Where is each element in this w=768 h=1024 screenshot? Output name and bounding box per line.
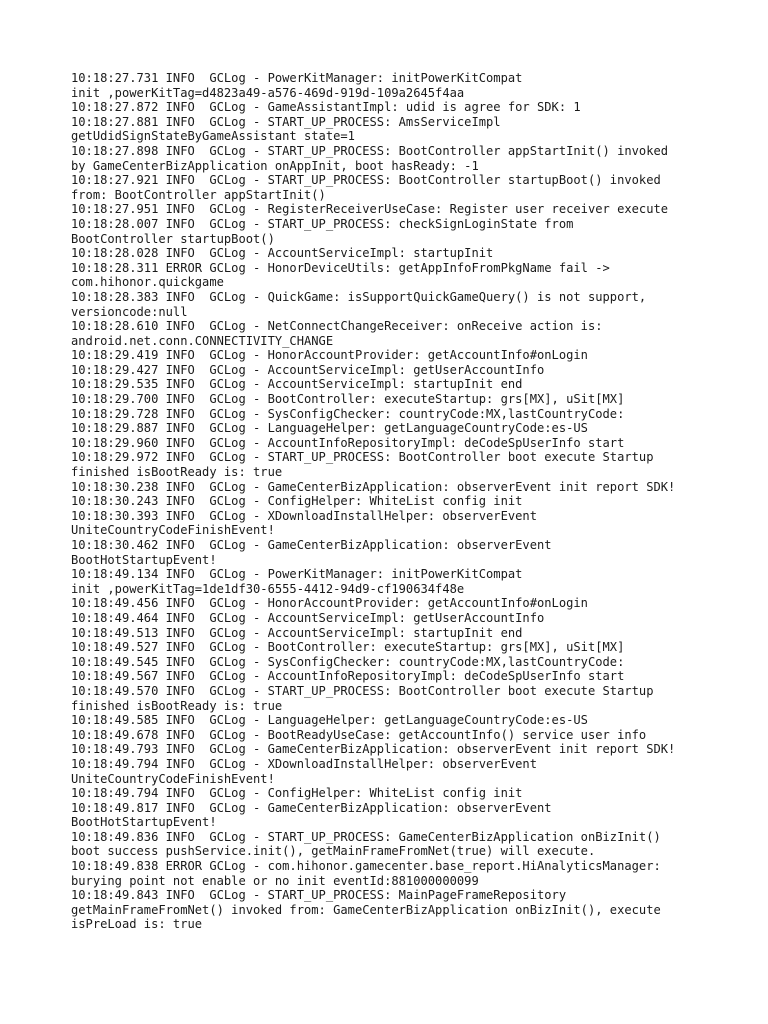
log-document [71, 71, 761, 932]
log-line: BootHotStartupEvent! [71, 552, 217, 567]
log-line: 10:18:30.462 INFO GCLog - GameCenterBizApplication: observerEvent [71, 538, 552, 552]
log-line: 10:18:28.311 ERROR GCLog - HonorDeviceUtils: getAppInfoFromPkgName fail -> [71, 260, 610, 275]
log-line: 10:18:28.610 INFO GCLog - NetConnectChangeReceiver: onReceive action is: [71, 319, 603, 334]
log-line: com.hihonor.quickgame [71, 275, 224, 290]
log-line: 10:18:29.960 INFO GCLog - AccountInfoRepositoryImpl: deCodeSpUserInfo start [71, 435, 625, 450]
log-line: android.net.conn.CONNECTIVITY_CHANGE [71, 333, 334, 348]
log-line: 10:18:27.872 INFO GCLog - GameAssistantImpl: udid is agree for SDK: 1 [71, 100, 581, 115]
log-line: 10:18:49.456 INFO GCLog - HonorAccountProvider: getAccountInfo#onLogin [71, 596, 588, 611]
log-line: 10:18:49.464 INFO GCLog - AccountServiceImpl: getUserAccountInfo [71, 610, 545, 625]
log-line: getMainFrameFromNet() invoked from: GameCenterBizApplication onBizInit(), execute [71, 902, 661, 917]
log-line: 10:18:30.238 INFO GCLog - GameCenterBizApplication: observerEvent init report SDK! [71, 479, 676, 494]
log-line: 10:18:28.028 INFO GCLog - AccountServiceImpl: startupInit [71, 246, 494, 261]
log-line: 10:18:49.567 INFO GCLog - AccountInfoRepositoryImpl: deCodeSpUserInfo start [71, 669, 625, 684]
log-line: UniteCountryCodeFinishEvent! [71, 771, 275, 786]
log-line: isPreLoad is: true [71, 917, 203, 932]
log-line: 10:18:27.881 INFO GCLog - START_UP_PROCESS: AmsServiceImpl [71, 114, 501, 129]
log-line: 10:18:49.570 INFO GCLog - START_UP_PROCESS: BootController boot execute Startup [71, 683, 654, 698]
log-line: finished isBootReady is: true [71, 465, 283, 480]
log-line: 10:18:27.731 INFO GCLog - PowerKitManager: initPowerKitCompat [71, 71, 523, 85]
log-line: 10:18:49.678 INFO GCLog - BootReadyUseCase: getAccountInfo() service user info [71, 727, 647, 742]
log-line: 10:18:49.843 INFO GCLog - START_UP_PROCESS: MainPageFrameRepository [71, 888, 567, 903]
log-line: UniteCountryCodeFinishEvent! [71, 523, 275, 538]
log-line: 10:18:49.794 INFO GCLog - XDownloadInstallHelper: observerEvent [71, 756, 537, 771]
log-line: 10:18:49.838 ERROR GCLog - com.hihonor.gamecenter.base_report.HiAnalyticsManager: [71, 859, 661, 874]
log-line: 10:18:29.427 INFO GCLog - AccountServiceImpl: getUserAccountInfo [71, 362, 545, 377]
log-line: 10:18:29.419 INFO GCLog - HonorAccountProvider: getAccountInfo#onLogin [71, 348, 588, 363]
log-line: BootController startupBoot() [71, 231, 275, 246]
log-line: 10:18:29.700 INFO GCLog - BootController: executeStartup: grs[MX], uSit[MX] [71, 392, 625, 407]
log-line: by GameCenterBizApplication onAppInit, boot hasReady: -1 [71, 158, 479, 173]
log-line: 10:18:30.243 INFO GCLog - ConfigHelper: WhiteList config init [71, 494, 523, 509]
log-line: 10:18:28.383 INFO GCLog - QuickGame: isSupportQuickGameQuery() is not support, [71, 289, 647, 304]
log-line: init ,powerKitTag=d4823a49-a576-469d-919d-109a2645f4aa [71, 85, 465, 100]
log-line: 10:18:49.545 INFO GCLog - SysConfigChecker: countryCode:MX,lastCountryCode: [71, 654, 625, 669]
log-line: 10:18:30.393 INFO GCLog - XDownloadInstallHelper: observerEvent [71, 508, 537, 523]
log-line: 10:18:49.585 INFO GCLog - LanguageHelper: getLanguageCountryCode:es-US [71, 713, 588, 728]
log-line: finished isBootReady is: true [71, 698, 283, 713]
log-line: burying point not enable or no init eventId:881000000099 [71, 873, 479, 888]
log-line: 10:18:27.921 INFO GCLog - START_UP_PROCESS: BootController startupBoot() invoked [71, 173, 661, 188]
log-line: 10:18:29.972 INFO GCLog - START_UP_PROCESS: BootController boot execute Startup [71, 450, 654, 465]
log-line: boot success pushService.init(), getMainFrameFromNet(true) will execute. [71, 844, 596, 859]
log-line: 10:18:49.836 INFO GCLog - START_UP_PROCESS: GameCenterBizApplication onBizInit() [71, 829, 661, 844]
log-line: from: BootController appStartInit() [71, 187, 326, 202]
log-line: 10:18:49.793 INFO GCLog - GameCenterBizApplication: observerEvent init report SDK! [71, 742, 676, 757]
log-line: 10:18:49.817 INFO GCLog - GameCenterBizApplication: observerEvent [71, 800, 552, 815]
log-line: 10:18:49.794 INFO GCLog - ConfigHelper: WhiteList config init [71, 786, 523, 801]
log-line: init ,powerKitTag=1de1df30-6555-4412-94d9-cf190634f48e [71, 581, 465, 596]
log-line: versioncode:null [71, 304, 188, 319]
log-line: getUdidSignStateByGameAssistant state=1 [71, 129, 355, 144]
log-line: 10:18:29.535 INFO GCLog - AccountServiceImpl: startupInit end [71, 377, 523, 392]
log-line: 10:18:27.951 INFO GCLog - RegisterReceiverUseCase: Register user receiver execute [71, 202, 669, 217]
log-line: 10:18:27.898 INFO GCLog - START_UP_PROCESS: BootController appStartInit() invoked [71, 143, 669, 158]
log-line: 10:18:29.728 INFO GCLog - SysConfigChecker: countryCode:MX,lastCountryCode: [71, 406, 625, 421]
log-line: 10:18:49.513 INFO GCLog - AccountServiceImpl: startupInit end [71, 625, 523, 640]
log-line: BootHotStartupEvent! [71, 815, 217, 830]
log-line: 10:18:29.887 INFO GCLog - LanguageHelper: getLanguageCountryCode:es-US [71, 421, 588, 436]
log-line: 10:18:49.134 INFO GCLog - PowerKitManager: initPowerKitCompat [71, 567, 523, 582]
log-line: 10:18:49.527 INFO GCLog - BootController: executeStartup: grs[MX], uSit[MX] [71, 640, 625, 655]
log-line: 10:18:28.007 INFO GCLog - START_UP_PROCESS: checkSignLoginState from [71, 216, 574, 231]
